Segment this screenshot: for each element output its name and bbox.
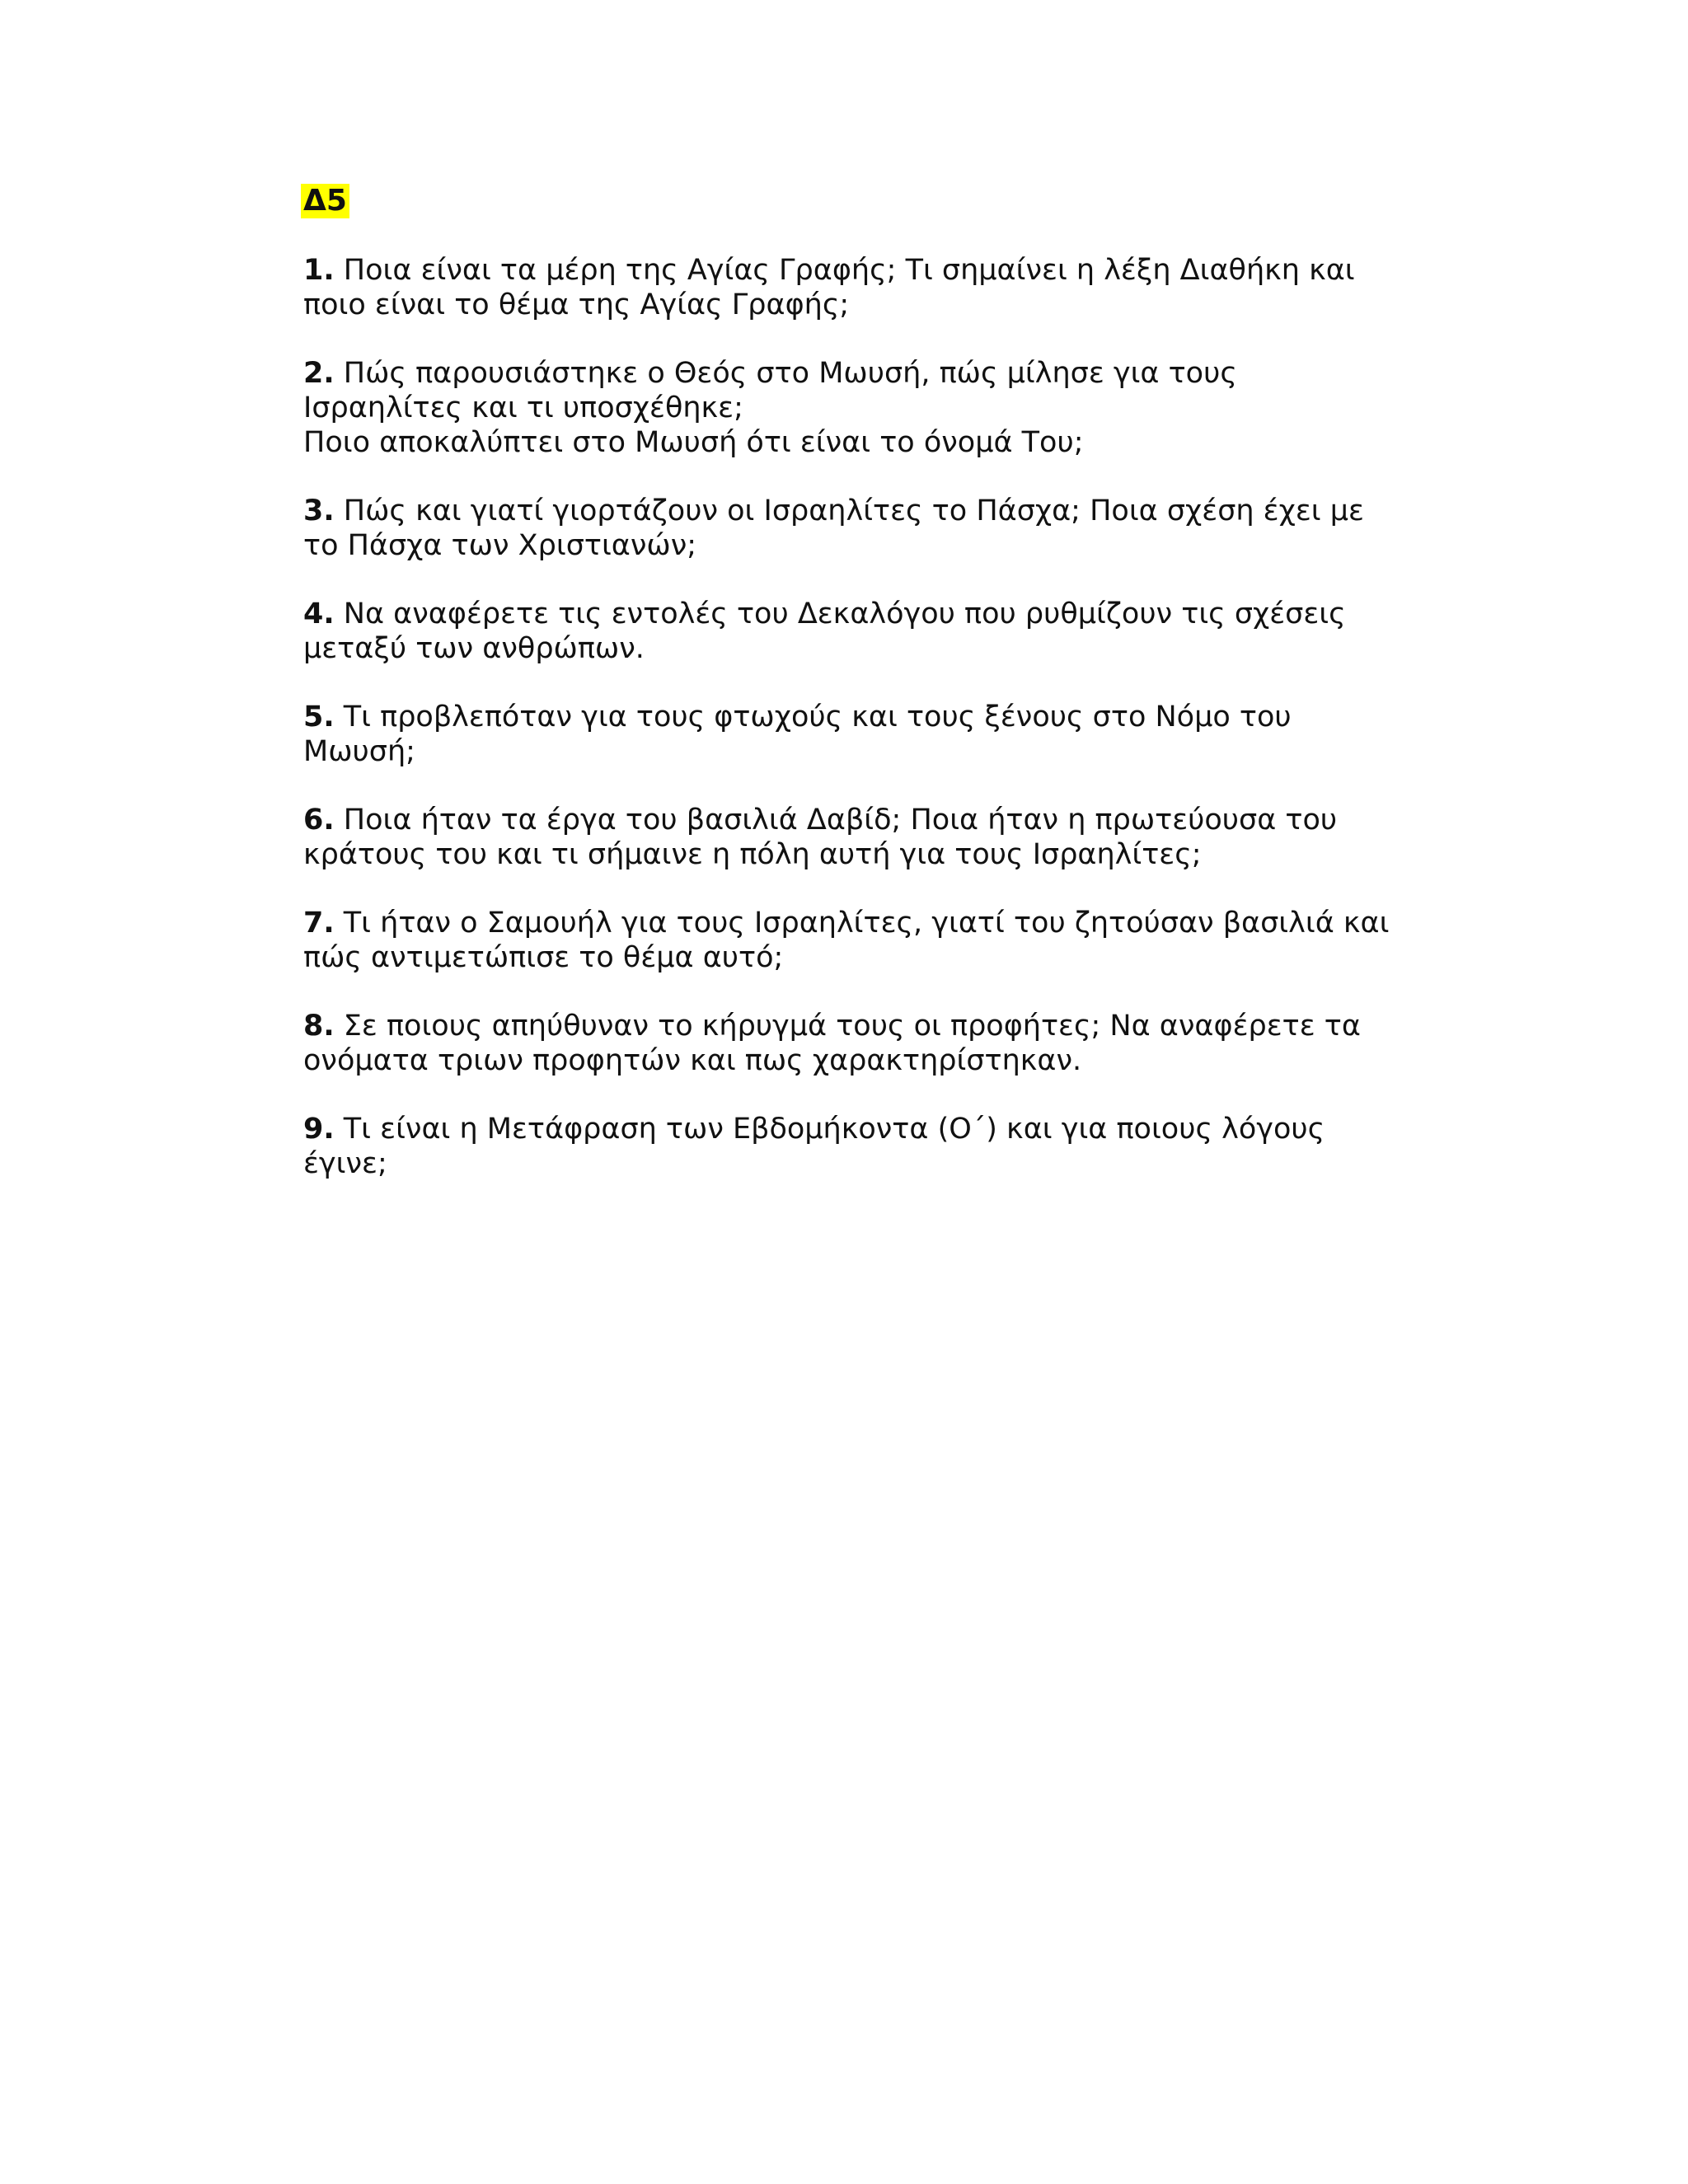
question-number: 4. (303, 598, 335, 630)
document-content (303, 184, 1400, 1215)
question-line: Σε ποιους απηύθυναν το κήρυγμά τους οι προφήτες; Να αναφέρετε τα ονόματα τριων προφητών και πως χαρακτηρίστηκαν. (303, 1010, 1361, 1077)
question-1 (303, 253, 1400, 322)
question-line: Τι είναι η Μετάφραση των Εβδομήκοντα (Ο΄) και για ποιους λόγους έγινε; (303, 1113, 1325, 1180)
question-line: Ποια είναι τα μέρη της Αγίας Γραφής; Τι σημαίνει η λέξη Διαθήκη και ποιο είναι το θέμα της Αγίας Γραφής; (303, 254, 1355, 321)
question-line: Ποια ήταν τα έργα του βασιλιά Δαβίδ; Ποια ήταν η πρωτεύουσα του κράτους του και τι σήμαινε η πόλη αυτή για τους Ισραηλίτες; (303, 804, 1338, 871)
question-8 (303, 1009, 1400, 1078)
question-line: Πώς παρουσιάστηκε ο Θεός στο Μωυσή, πώς μίλησε για τους Ισραηλίτες και τι υποσχέθηκε; (303, 357, 1237, 424)
question-number: 2. (303, 357, 335, 390)
document-heading: Δ5 (301, 184, 349, 218)
question-text (303, 253, 1400, 322)
question-line: Πώς και γιατί γιορτάζουν οι Ισραηλίτες το Πάσχα; Ποια σχέση έχει με το Πάσχα των Χριστιανών; (303, 494, 1364, 562)
question-3 (303, 494, 1400, 563)
question-number: 1. (303, 254, 335, 287)
question-number: 6. (303, 804, 335, 837)
question-text (303, 700, 1400, 769)
question-number: 9. (303, 1113, 335, 1146)
question-text (303, 906, 1400, 975)
question-number: 5. (303, 701, 335, 733)
question-line-2: Ποιο αποκαλύπτει στο Μωυσή ότι είναι το όνομά Του; (303, 426, 1084, 459)
question-6 (303, 803, 1400, 872)
question-text (303, 597, 1400, 666)
question-number: 7. (303, 907, 335, 940)
question-line: Τι ήταν ο Σαμουήλ για τους Ισραηλίτες, γιατί του ζητούσαν βασιλιά και πώς αντιμετώπισε το θέμα αυτό; (303, 907, 1390, 974)
question-text (303, 494, 1400, 563)
question-text (303, 1009, 1400, 1078)
question-text (303, 356, 1400, 425)
question-text (303, 1112, 1400, 1181)
question-5 (303, 700, 1400, 769)
question-text (303, 803, 1400, 872)
question-2 (303, 356, 1400, 460)
question-7 (303, 906, 1400, 975)
question-4 (303, 597, 1400, 666)
question-9 (303, 1112, 1400, 1181)
question-number: 8. (303, 1010, 335, 1043)
question-line: Να αναφέρετε τις εντολές του Δεκαλόγου που ρυθμίζουν τις σχέσεις μεταξύ των ανθρώπων. (303, 598, 1346, 665)
question-line: Τι προβλεπόταν για τους φτωχούς και τους ξένους στο Νόμο του Μωυσή; (303, 701, 1292, 768)
question-number: 3. (303, 494, 335, 527)
